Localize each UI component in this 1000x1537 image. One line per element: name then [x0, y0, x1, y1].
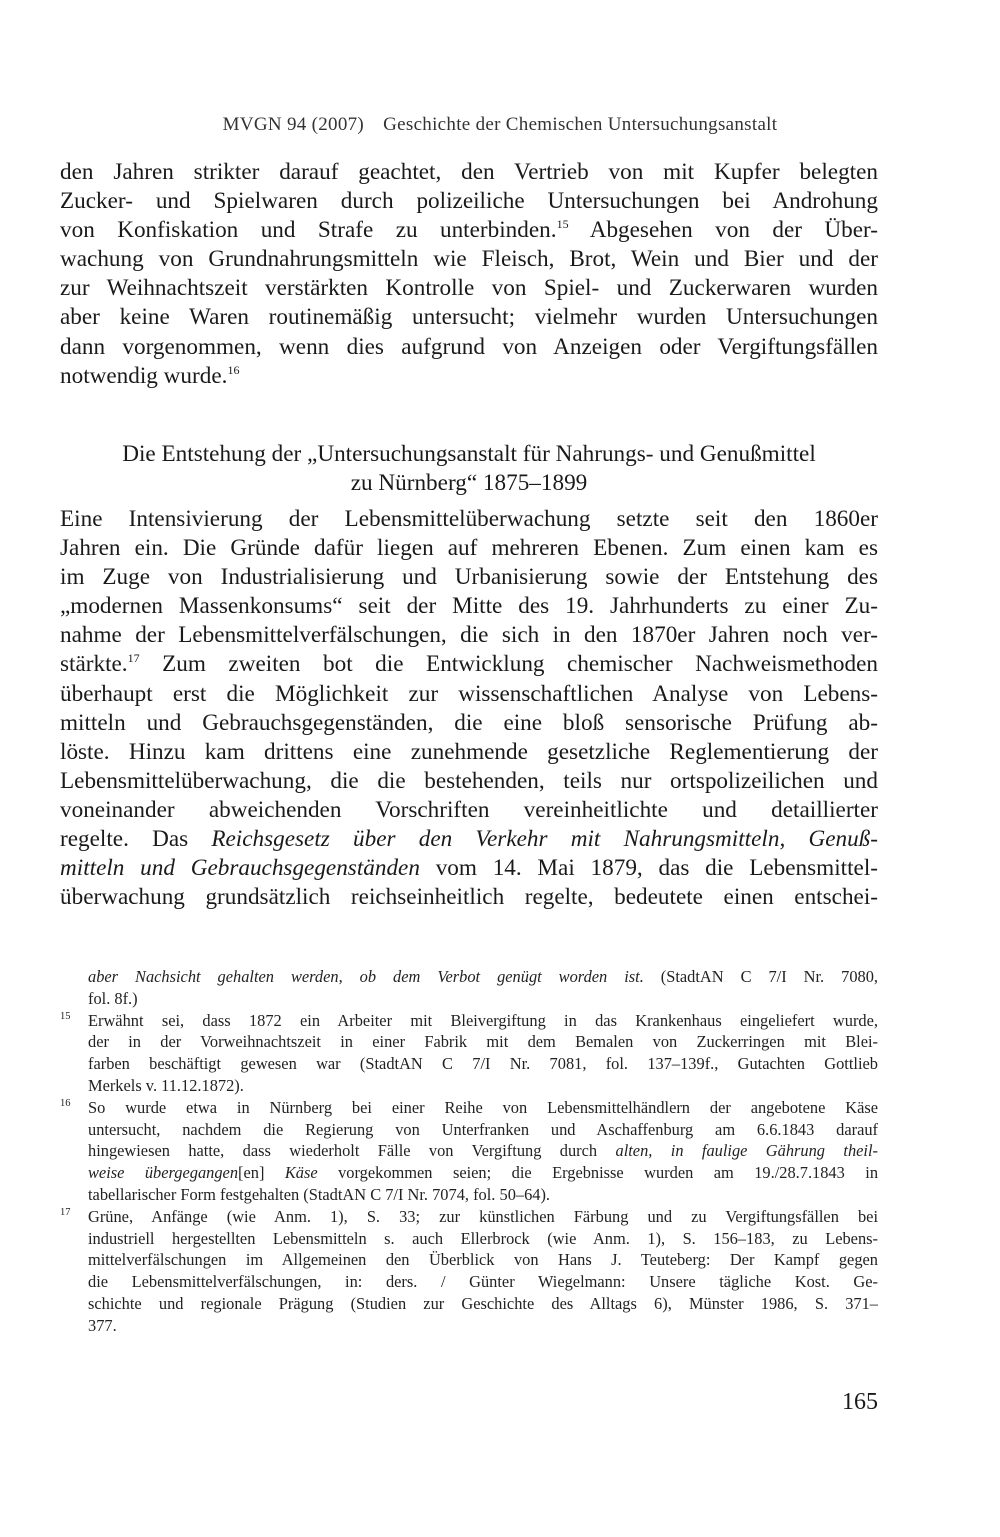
law-title-italic-cont: mitteln und Gebrauchsgegenständen — [60, 855, 420, 882]
footnote-ref-17[interactable]: 17 — [127, 651, 140, 666]
footnote-continuation — [60, 966, 878, 1010]
footnote-number: 16 — [60, 1097, 71, 1109]
text-line: mitteln und Gebrauchsgegenständen, die eine bloß sensorische Prüfung ab- — [60, 709, 878, 736]
text-line: den Jahren strikter darauf geachtet, den Vertrieb von mit Kupfer belegten — [60, 159, 878, 185]
footnote-number: 15 — [60, 1010, 71, 1022]
running-head — [0, 114, 1000, 136]
footnotes — [60, 966, 878, 1337]
text-line: mitteln und Gebrauchsgegenständen vom 14. Mai 1879, das die Lebensmittel- — [60, 855, 878, 882]
footnote-number: 17 — [60, 1206, 71, 1218]
footnote-line: hingewiesen hatte, dass wiederholt Fälle von Vergiftung durch alten, in faulige Gährung theil- — [88, 1141, 878, 1161]
text-line: „modernen Massenkonsums“ seit der Mitte des 19. Jahrhunderts zu einer Zu- — [60, 593, 878, 620]
text-line: notwendig wurde.$^{16}$ — [60, 362, 240, 389]
footnote-line: untersucht, nachdem die Regierung von Unterfranken und Aschaffenburg am 6.6.1843 darauf — [88, 1119, 878, 1139]
text-line: Jahren ein. Die Gründe dafür liegen auf mehreren Ebenen. Zum einen kam es — [60, 535, 878, 562]
running-title: Geschichte der Chemischen Untersuchungsanstalt — [383, 114, 778, 135]
footnote-line: Erwähnt sei, dass 1872 ein Arbeiter mit Bleivergiftung in das Krankenhaus eingeliefert wurde, — [88, 1010, 878, 1030]
text-line: regelte. Das Reichsgesetz über den Verkehr mit Nahrungsmitteln, Genuß- — [60, 826, 878, 853]
footnote-line: schichte und regionale Prägung (Studien zur Geschichte des Alltags 6), Münster 1986, S. 371– — [88, 1293, 878, 1313]
text-line: überwachung grundsätzlich reichseinheitlich regelte, bedeutete einen entschei- — [60, 884, 878, 911]
text-line: nahme der Lebensmittelverfälschungen, die sich in den 1870er Jahren noch ver- — [60, 622, 878, 649]
footnote-line: aber Nachsicht gehalten werden, ob dem Verbot genügt worden ist. (StadtAN C 7/I Nr. 7080, — [88, 967, 878, 986]
footnote-17 — [60, 1206, 878, 1337]
text-line: von Konfiskation und Strafe zu unterbinden.$^{15}$ Abgesehen von der Über- — [60, 217, 878, 244]
footnote-line: tabellarischer Form festgehalten (StadtAN C 7/I Nr. 7074, fol. 50–64). — [88, 1184, 551, 1204]
footnote-line: farben beschäftigt gewesen war (StadtAN C 7/I Nr. 7081, fol. 137–139f., Gutachten Gottlieb — [88, 1054, 878, 1074]
footnote-ref-15[interactable]: 15 — [556, 217, 569, 232]
section-heading — [60, 440, 878, 498]
text-line: stärkte.$^{17}$ Zum zweiten bot die Entwicklung chemischer Nachweismethoden — [60, 651, 878, 678]
footnote-16 — [60, 1097, 878, 1206]
heading-line-2: zu Nürnberg“ 1875–1899 — [350, 470, 588, 496]
journal-citation: MVGN 94 (2007) — [222, 114, 365, 135]
text-line: löste. Hinzu kam drittens eine zunehmende gesetzliche Reglementierung der — [60, 738, 878, 765]
paragraph-1 — [60, 158, 878, 391]
text-line: wachung von Grundnahrungsmitteln wie Fleisch, Brot, Wein und Bier und der — [60, 246, 878, 273]
text-line: überhaupt erst die Möglichkeit zur wissenschaftlichen Analyse von Lebens- — [60, 680, 878, 707]
footnote-line: 377. — [88, 1315, 117, 1335]
footnote-15 — [60, 1010, 878, 1097]
footnote-line: Merkels v. 11.12.1872). — [88, 1075, 244, 1095]
text-line: zur Weihnachtszeit verstärkten Kontrolle von Spiel- und Zuckerwaren wurden — [60, 275, 878, 302]
text-line: voneinander abweichenden Vorschriften vereinheitlichte und detaillierter — [60, 796, 878, 823]
text-line: Zucker- und Spielwaren durch polizeiliche Untersuchungen bei Androhung — [60, 188, 878, 215]
text-line: Lebensmittelüberwachung, die die bestehenden, teils nur ortspolizeilichen und — [60, 767, 878, 794]
footnote-line: industriell hergestellten Lebensmitteln s. auch Ellerbrock (wie Anm. 1), S. 156–183, zu Lebens- — [88, 1228, 878, 1248]
footnote-ref-16[interactable]: 16 — [227, 362, 240, 377]
text-line: im Zuge von Industrialisierung und Urbanisierung sowie der Entstehung des — [60, 564, 878, 591]
text-line: aber keine Waren routinemäßig untersucht; vielmehr wurden Untersuchungen — [60, 304, 878, 331]
footnote-line: Grüne, Anfänge (wie Anm. 1), S. 33; zur künstlichen Färbung und zu Vergiftungsfällen bei — [88, 1206, 878, 1226]
footnote-line: der in der Vorweihnachtszeit in einer Fabrik mit dem Bemalen von Zuckerringen mit Blei- — [88, 1032, 878, 1052]
paragraph-2 — [60, 505, 878, 912]
page-number: 165 — [842, 1389, 878, 1415]
heading-line-1: Die Entstehung der „Untersuchungsanstalt für Nahrungs- und Genußmittel — [122, 441, 816, 467]
footnote-line: weise übergegangen[en] Käse vorgekommen seien; die Ergebnisse wurden am 19./28.7.1843 in — [88, 1163, 878, 1183]
text-line: Eine Intensivierung der Lebensmittelüberwachung setzte seit den 1860er — [60, 506, 878, 532]
law-title-italic: Reichsgesetz über den Verkehr mit Nahrungsmitteln, Genuß- — [211, 826, 878, 853]
footnote-line: fol. 8f.) — [88, 988, 138, 1008]
footnote-line: die Lebensmittelverfälschungen, in: ders. / Günter Wiegelmann: Unsere tägliche Kost. Ge- — [88, 1272, 878, 1292]
footnote-line: mittelverfälschungen im Allgemeinen den Überblick von Hans J. Teuteberg: Der Kampf gegen — [88, 1250, 878, 1270]
footnote-line: So wurde etwa in Nürnberg bei einer Reihe von Lebensmittelhändlern der angebotene Käse — [88, 1097, 878, 1117]
text-line: dann vorgenommen, wenn dies aufgrund von Anzeigen oder Vergiftungsfällen — [60, 333, 878, 360]
